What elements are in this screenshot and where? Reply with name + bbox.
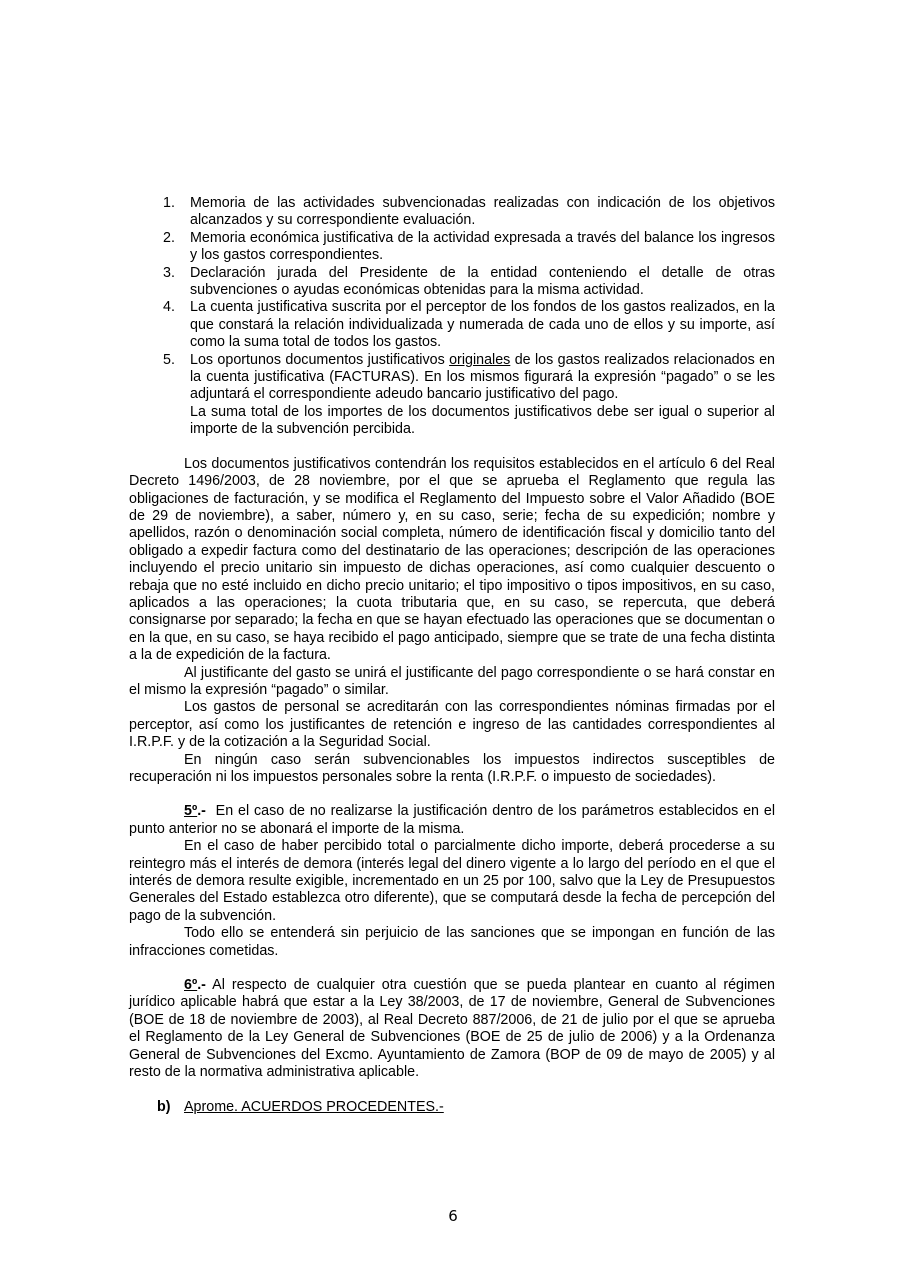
list-text: Memoria económica justificativa de la actividad expresada a través del balance los ingresos y los gastos correspondientes. [190,229,775,264]
section-5-suffix: .- [197,803,206,820]
section-6-suffix: .- [197,977,206,994]
subheading-text: Aprome. ACUERDOS PROCEDENTES.- [184,1098,444,1115]
section-5 [129,803,779,838]
list-number: 3. [163,264,175,281]
subheading [129,1099,775,1116]
section-6-text: Al respecto de cualquier otra cuestión que se pueda plantear en cuanto al régimen jurídico aplicable habrá que estar a la Ley 38/2003, de 17 de noviembre, General de Subvenciones (BOE de 18 de noviembre de 2003), al Real Decreto 887/2006, de 21 de julio por el que se aprueba el Reglamento de la Ley General de Subvenciones (BOE de 25 de julio de 2006) y a la Ordenanza General de Subvenciones del Excmo. Ayuntamiento de Zamora (BOP de 09 de mayo de 2005) y al resto de la normativa administrativa aplicable. [129,977,775,1081]
document-body [129,195,779,1116]
list-item [129,195,775,230]
list-text: Memoria de las actividades subvencionadas realizadas con indicación de los objetivos alcanzados y su correspondiente evaluación. [190,195,775,229]
page-number: 6 [448,1207,458,1225]
list-number: 1. [163,195,175,211]
list-note: La suma total de los importes de los documentos justificativos debe ser igual o superior al importe de la subvención percibida. [190,403,775,438]
paragraph: Los gastos de personal se acreditarán con las correspondientes nóminas firmadas por el perceptor, así como los justificantes de retención e ingreso de las cantidades correspondientes al I.R.P.F. y de la cotización a la Seguridad Social. [129,699,775,751]
paragraph: Al justificante del gasto se unirá el justificante del pago correspondiente o se hará constar en el mismo la expresión “pagado” o similar. [129,664,775,698]
paragraph: En ningún caso serán subvencionables los impuestos indirectos susceptibles de recuperación ni los impuestos personales sobre la renta (I.R.P.F. o impuesto de sociedades). [129,751,775,785]
section-6 [129,977,775,1081]
list-text: Declaración jurada del Presidente de la entidad conteniendo el detalle de otras subvenciones o ayudas económicas obtenidas para la misma actividad. [190,264,775,299]
list-number: 2. [163,229,175,246]
section-6-label: 6º [184,977,198,994]
list-item [129,299,775,351]
requirements-list [129,195,775,404]
list-item [129,265,775,300]
paragraph: Todo ello se entenderá sin perjuicio de las sanciones que se impongan en función de las infracciones cometidas. [129,925,775,959]
list-text: Los oportunos documentos justificativos [190,351,450,368]
list-text: La cuenta justificativa suscrita por el perceptor de los fondos de los gastos realizados, en la que constará la relación individualizada y numerada de cada uno de ellos y su importe, así como la suma total de todos los gastos. [190,299,775,351]
list-number: 4. [163,299,175,316]
section-5-label: 5º [184,803,198,820]
list-text: de los gastos realizados relacionados en la cuenta justificativa (FACTURAS). En los mismos figurará la expresión “pagado” o se les adjuntará el correspondiente adeudo bancario justificativo del pago. [190,351,776,403]
paragraph: Los documentos justificativos contendrán los requisitos establecidos en el artículo 6 del Real Decreto 1496/2003, de 28 noviembre, por el que se aprueba el Reglamento que regula las obligaciones de facturación, y se modifica el Reglamento del Impuesto sobre el Valor Añadido (BOE de 29 de noviembre), a saber, número y, en su caso, serie; fecha de su expedición; nombre y apellidos, razón o denominación social completa, número de identificación fiscal y domicilio tanto del obligado a expedir factura como del destinatario de las operaciones; descripción de las operaciones incluyendo el precio unitario sin impuesto de dichas operaciones, así como cualquier descuento o rebaja que no esté incluido en dicho precio unitario; el tipo impositivo o tipos impositivos, en su caso, aplicados a las operaciones; la cuota tributaria que, en su caso, se repercuta, que deberá consignarse por separado; la fecha en que se hayan efectuado las operaciones que se documentan o en la que, en su caso, se haya recibido el pago anticipado, siempre que se trate de una fecha distinta a la de expedición de la factura. [129,455,775,664]
list-item [129,352,775,404]
list-number: 5. [163,351,175,368]
subheading-letter: b) [157,1098,171,1115]
paragraph: En el caso de haber percibido total o parcialmente dicho importe, deberá procederse a su reintegro más el interés de demora (interés legal del dinero vigente a lo largo del período en el que el interés de demora resulte exigible, incrementado en un 25 por 100, salvo que la Ley de Presupuestos Generales del Estado establezca otro diferente), que se computará desde la fecha de percepción del pago de la subvención. [129,838,775,924]
list-text-underlined: originales [449,351,511,368]
list-item [129,230,775,265]
section-5-text: En el caso de no realizarse la justificación dentro de los parámetros establecidos en el punto anterior no se abonará el importe de la misma. [129,803,779,837]
